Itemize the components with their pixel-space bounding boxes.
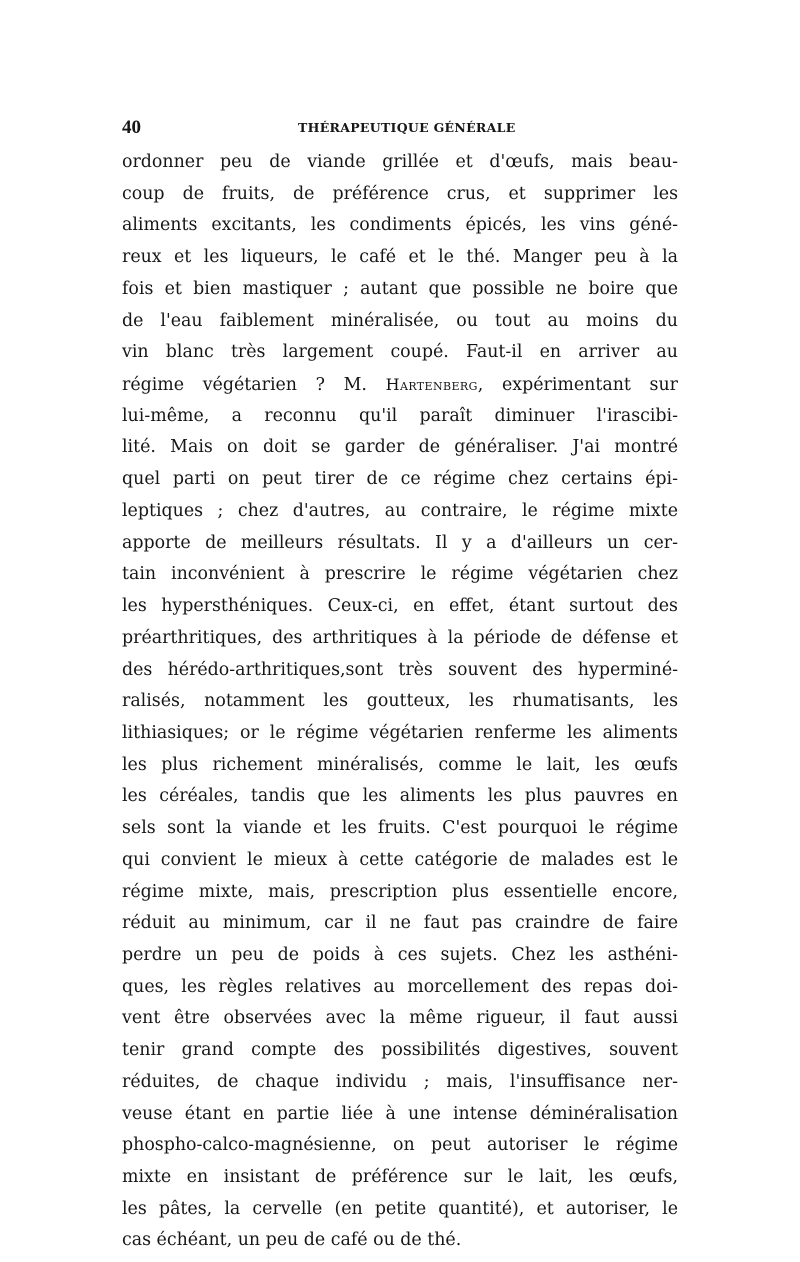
text-line: coup de fruits, de préférence crus, et supprimer les bbox=[122, 183, 678, 204]
text-line: perdre un peu de poids à ces sujets. Chez les asthéni- bbox=[122, 944, 678, 965]
text-line: les céréales, tandis que les aliments les plus pauvres en bbox=[122, 786, 678, 807]
text-line: les pâtes, la cervelle (en petite quantité), et autoriser, le bbox=[122, 1198, 678, 1219]
text-line: lité. Mais on doit se garder de généraliser. J'ai montré bbox=[122, 437, 678, 458]
text-line: cas échéant, un peu de café ou de thé. bbox=[122, 1230, 462, 1251]
page-header bbox=[122, 116, 672, 140]
text-line: leptiques ; chez d'autres, au contraire, le régime mixte bbox=[122, 500, 678, 521]
text-line: ordonner peu de viande grillée et d'œufs, mais beau- bbox=[122, 152, 678, 172]
text-line: veuse étant en partie liée à une intense déminéralisation bbox=[122, 1103, 678, 1124]
text-line: qui convient le mieux à cette catégorie de malades est le bbox=[122, 849, 678, 870]
text-line: les hypersthéniques. Ceux-ci, en effet, étant surtout des bbox=[122, 596, 678, 617]
text-line: aliments excitants, les condiments épicés, les vins géné- bbox=[122, 215, 678, 236]
text-line: quel parti on peut tirer de ce régime chez certains épi- bbox=[122, 469, 678, 490]
text-line: phospho-calco-magnésienne, on peut autoriser le régime bbox=[122, 1135, 678, 1156]
text-line: ques, les règles relatives au morcellement des repas doi- bbox=[122, 976, 678, 997]
text-line: des hérédo-arthritiques,sont très souvent des hyperminé- bbox=[122, 659, 678, 680]
text-line: préarthritiques, des arthritiques à la période de défense et bbox=[122, 627, 678, 648]
text-line: apporte de meilleurs résultats. Il y a d'ailleurs un cer- bbox=[122, 532, 678, 553]
text-line: reux et les liqueurs, le café et le thé. Manger peu à la bbox=[122, 247, 678, 268]
text-line: tenir grand compte des possibilités digestives, souvent bbox=[122, 1040, 678, 1061]
text-line: sels sont la viande et les fruits. C'est pourquoi le régime bbox=[122, 818, 678, 839]
text-line: vent être observées avec la même rigueur, il faut aussi bbox=[122, 1008, 678, 1029]
text-line: mixte en insistant de préférence sur le lait, les œufs, bbox=[122, 1167, 678, 1187]
text-line: réduites, de chaque individu ; mais, l'insuffisance ner- bbox=[122, 1071, 678, 1092]
text-segment: régime végétarien ? M. bbox=[122, 375, 386, 396]
running-title: THÉRAPEUTIQUE GÉNÉRALE bbox=[298, 120, 516, 135]
text-line: ralisés, notamment les goutteux, les rhumatisants, les bbox=[122, 691, 678, 712]
text-line: lithiasiques; or le régime végétarien renferme les aliments bbox=[122, 722, 678, 743]
author-name: Hartenberg bbox=[385, 375, 478, 395]
text-line: réduit au minimum, car il ne faut pas craindre de faire bbox=[122, 913, 678, 934]
text-line: tain inconvénient à prescrire le régime végétarien chez bbox=[122, 564, 678, 585]
text-line: fois et bien mastiquer ; autant que possible ne boire que bbox=[122, 278, 678, 299]
page-number: 40 bbox=[122, 117, 141, 138]
text-segment: , expérimentant sur bbox=[477, 375, 678, 396]
text-line: les plus richement minéralisés, comme le lait, les œufs bbox=[122, 754, 678, 775]
text-line: régime mixte, mais, prescription plus essentielle encore, bbox=[122, 881, 678, 902]
text-line: de l'eau faiblement minéralisée, ou tout au moins du bbox=[122, 310, 678, 331]
text-line bbox=[122, 369, 678, 401]
text-line: vin blanc très largement coupé. Faut-il en arriver au bbox=[122, 342, 678, 363]
body-paragraph bbox=[122, 147, 678, 1257]
text-line: lui-même, a reconnu qu'il paraît diminuer l'irascibi- bbox=[122, 405, 678, 426]
